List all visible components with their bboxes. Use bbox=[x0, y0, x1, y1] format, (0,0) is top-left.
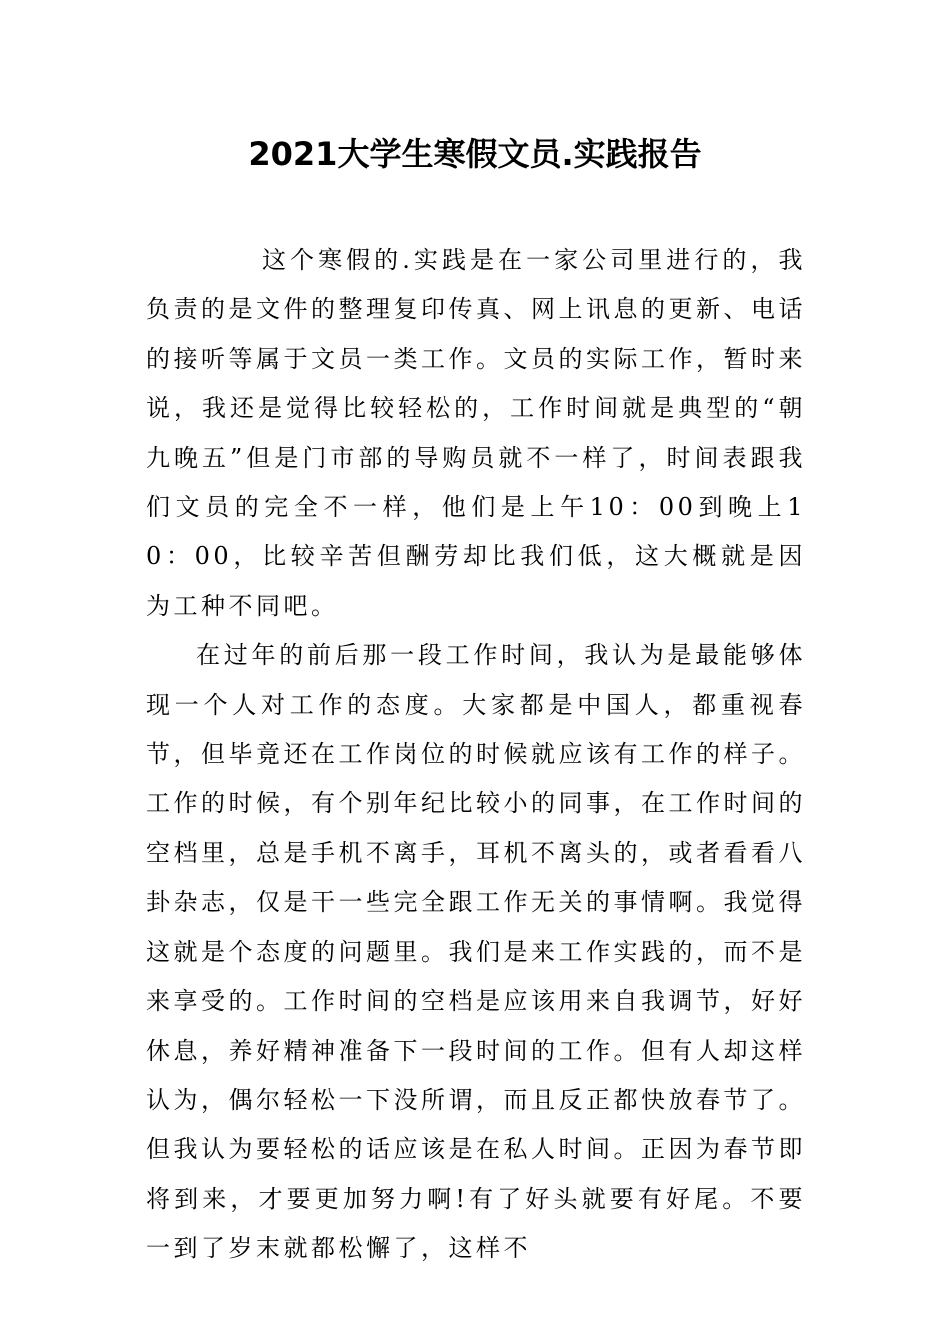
document-title: 2021大学生寒假文员.实践报告 bbox=[248, 135, 702, 173]
paragraph-1: 这个寒假的.实践是在一家公司里进行的，我负责的是文件的整理复印传真、网上讯息的更新、电话的接听等属于文员一类工作。文员的实际工作，暂时来说，我还是觉得比较轻松的，工作时间就是典型的“朝九晚五”但是门市部的导购员就不一样了，时间表跟我们文员的完全不一样，他们是上午10：00到晚上10：00，比较辛苦但酬劳却比我们低，这大概就是因为工种不同吧。 bbox=[146, 246, 806, 620]
paragraph-2: 在过年的前后那一段工作时间，我认为是最能够体现一个人对工作的态度。大家都是中国人，都重视春节，但毕竟还在工作岗位的时候就应该有工作的样子。工作的时候，有个别年纪比较小的同事，在工作时间的空档里，总是手机不离手，耳机不离头的，或者看看八卦杂志，仅是干一些完全跟工作无关的事情啊。我觉得这就是个态度的问题里。我们是来工作实践的，而不是来享受的。工作时间的空档是应该用来自我调节，好好休息，养好精神准备下一段时间的工作。但有人却这样认为，偶尔轻松一下没所谓，而且反正都快放春节了。但我认为要轻松的话应该是在私人时间。正因为春节即将到来，才要更加努力啊!有了好头就要有好尾。不要一到了岁末就都松懈了，这样不 bbox=[146, 641, 806, 1263]
document-body bbox=[146, 236, 806, 1274]
